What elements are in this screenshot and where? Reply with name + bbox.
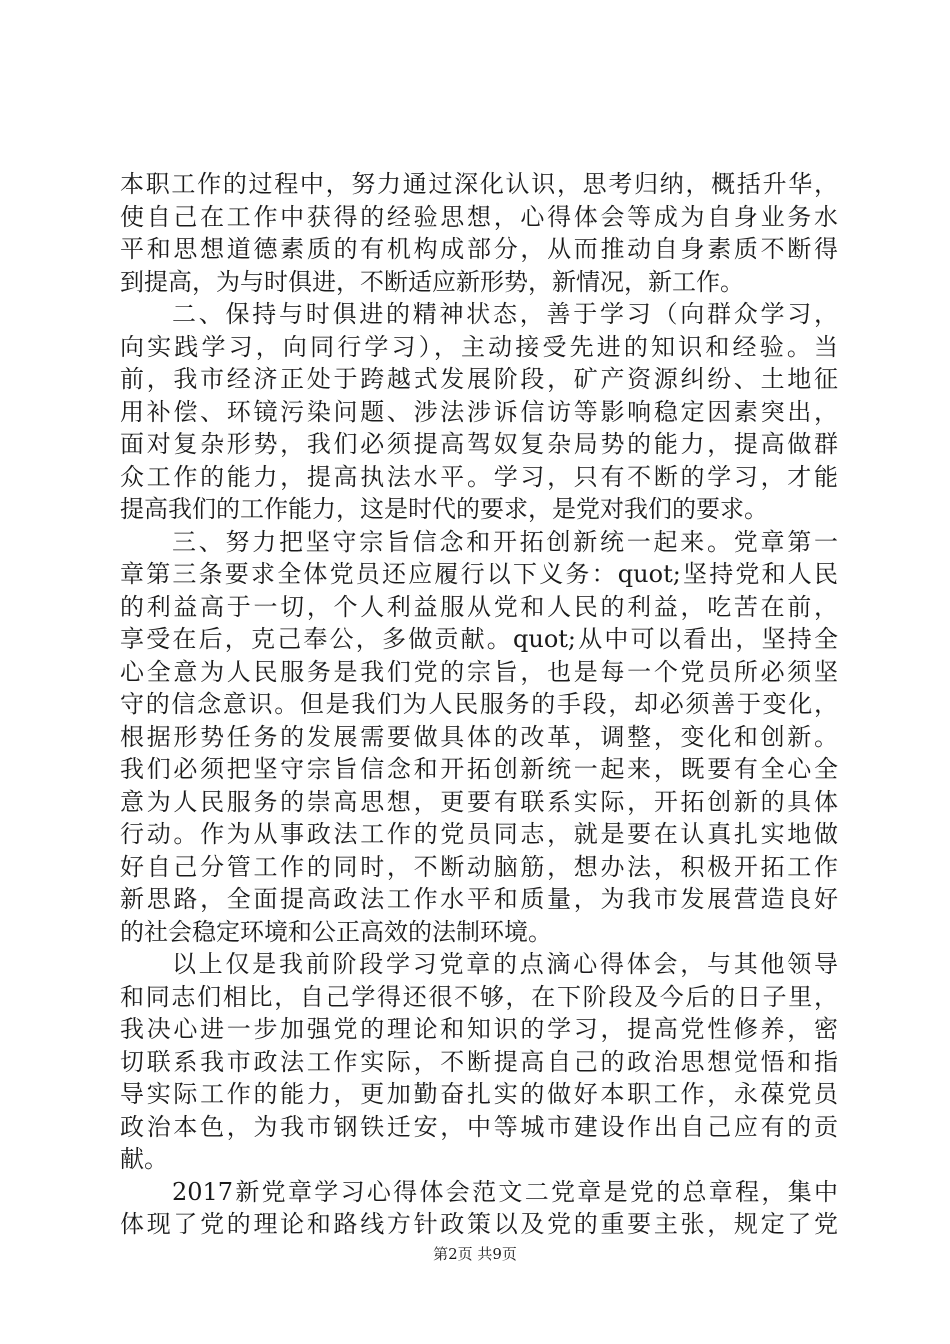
text-line: 的社会稳定环境和公正高效的法制环境。 <box>120 917 552 946</box>
text-line: 三、努力把坚守宗旨信念和开拓创新统一起来。党章第一 <box>172 527 838 556</box>
text-line: 和同志们相比，自己学得还很不够，在下阶段及今后的日子里， <box>120 982 838 1011</box>
text-line: 体现了党的理论和路线方针政策以及党的重要主张，规定了党 <box>120 1210 838 1238</box>
text-line: 众工作的能力，提高执法水平。学习，只有不断的学习，才能 <box>120 462 838 491</box>
text-line: 献。 <box>120 1145 168 1173</box>
text-line: 向实践学习，向同行学习），主动接受先进的知识和经验。当 <box>120 332 838 361</box>
text-line: 的利益高于一切，个人利益服从党和人民的利益，吃苦在前， <box>120 592 838 621</box>
text-line: 守的信念意识。但是我们为人民服务的手段，却必须善于变化， <box>120 690 838 718</box>
text-line: 二、保持与时俱进的精神状态，善于学习（向群众学习， <box>172 300 838 328</box>
text-line: 我们必须把坚守宗旨信念和开拓创新统一起来，既要有全心全 <box>120 755 838 783</box>
text-line: 好自己分管工作的同时，不断动脑筋，想办法，积极开拓工作 <box>120 852 838 881</box>
text-line: 用补偿、环镜污染问题、涉法涉诉信访等影响稳定因素突出， <box>120 397 838 426</box>
text-line: 2017新党章学习心得体会范文二党章是党的总章程，集中 <box>172 1177 838 1206</box>
text-line: 提高我们的工作能力，这是时代的要求，是党对我们的要求。 <box>120 495 768 523</box>
text-line: 章第三条要求全体党员还应履行以下义务：quot;坚持党和人民 <box>120 560 838 588</box>
document-body <box>120 168 838 1241</box>
text-line: 本职工作的过程中，努力通过深化认识，思考归纳，概括升华， <box>120 170 838 198</box>
text-line: 面对复杂形势，我们必须提高驾奴复杂局势的能力，提高做群 <box>120 430 838 458</box>
text-line: 政治本色，为我市钢铁迁安，中等城市建设作出自己应有的贡 <box>120 1112 838 1141</box>
text-line: 使自己在工作中获得的经验思想，心得体会等成为自身业务水 <box>120 202 838 231</box>
text-line: 我决心进一步加强党的理论和知识的学习，提高党性修养，密 <box>120 1015 838 1043</box>
text-line: 平和思想道德素质的有机构成部分，从而推动自身素质不断得 <box>120 235 838 263</box>
text-line: 前，我市经济正处于跨越式发展阶段，矿产资源纠纷、土地征 <box>120 365 838 393</box>
text-line: 切联系我市政法工作实际，不断提高自己的政治思想觉悟和指 <box>120 1047 838 1076</box>
text-line: 新思路，全面提高政法工作水平和质量，为我市发展营造良好 <box>120 885 838 913</box>
text-line: 行动。作为从事政法工作的党员同志，就是要在认真扎实地做 <box>120 820 838 848</box>
text-line: 享受在后，克己奉公，多做贡献。quot;从中可以看出，坚持全 <box>120 625 838 653</box>
page-footer: 第2页 共9页 <box>433 1245 517 1263</box>
text-line: 意为人民服务的崇高思想，更要有联系实际，开拓创新的具体 <box>120 787 838 816</box>
text-line: 导实际工作的能力，更加勤奋扎实的做好本职工作，永葆党员 <box>120 1080 838 1108</box>
text-line: 心全意为人民服务是我们党的宗旨，也是每一个党员所必须坚 <box>120 657 838 686</box>
text-line: 到提高，为与时俱进，不断适应新形势，新情况，新工作。 <box>120 267 744 296</box>
text-line: 以上仅是我前阶段学习党章的点滴心得体会，与其他领导 <box>172 950 838 978</box>
text-line: 根据形势任务的发展需要做具体的改革，调整，变化和创新。 <box>120 722 838 751</box>
